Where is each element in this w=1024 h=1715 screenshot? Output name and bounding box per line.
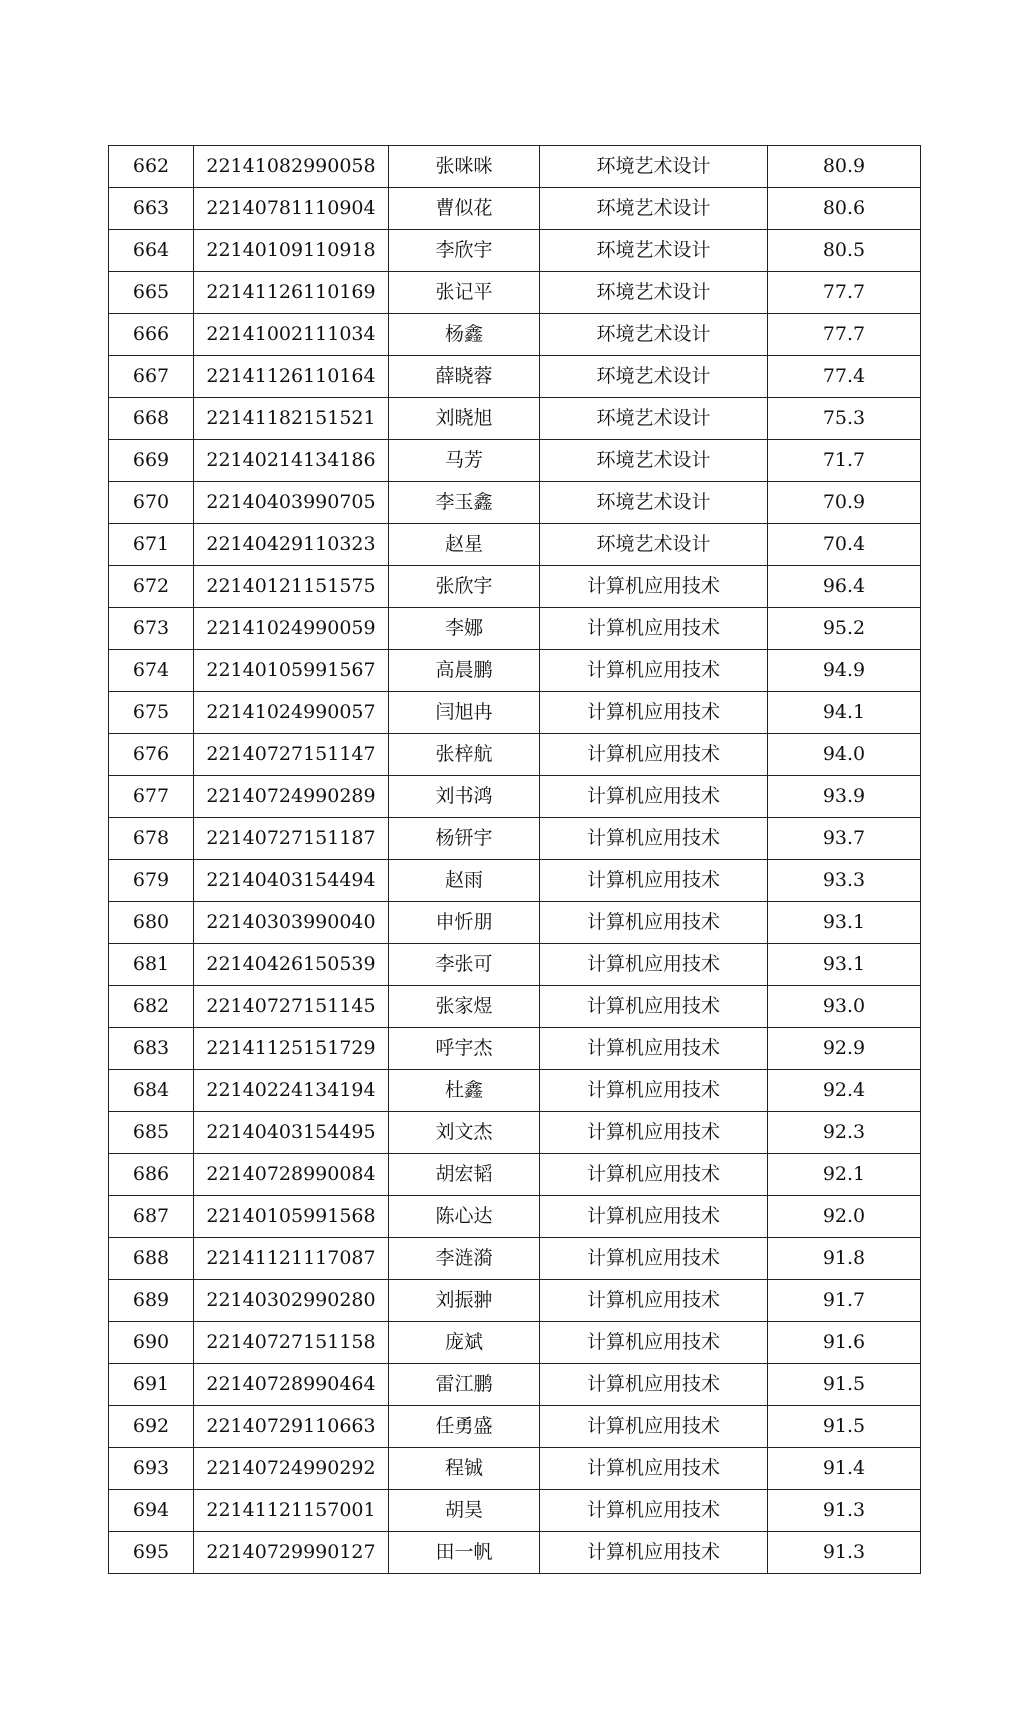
cell-name: 高晨鹏 [389, 650, 540, 692]
cell-score: 77.4 [768, 356, 921, 398]
cell-score: 92.0 [768, 1196, 921, 1238]
cell-rank: 678 [109, 818, 194, 860]
cell-candidate-id: 22140426150539 [194, 944, 389, 986]
cell-name: 张记平 [389, 272, 540, 314]
cell-score: 95.2 [768, 608, 921, 650]
cell-candidate-id: 22140403154495 [194, 1112, 389, 1154]
cell-score: 70.4 [768, 524, 921, 566]
cell-score: 77.7 [768, 272, 921, 314]
table-row [109, 1112, 921, 1154]
cell-major: 计算机应用技术 [540, 1070, 768, 1112]
cell-score: 93.1 [768, 944, 921, 986]
cell-rank: 675 [109, 692, 194, 734]
cell-major: 环境艺术设计 [540, 230, 768, 272]
cell-candidate-id: 22140429110323 [194, 524, 389, 566]
cell-major: 计算机应用技术 [540, 986, 768, 1028]
cell-candidate-id: 22140224134194 [194, 1070, 389, 1112]
cell-candidate-id: 22140728990084 [194, 1154, 389, 1196]
cell-candidate-id: 22141126110169 [194, 272, 389, 314]
cell-candidate-id: 22141125151729 [194, 1028, 389, 1070]
table-row [109, 524, 921, 566]
cell-rank: 695 [109, 1532, 194, 1574]
cell-score: 94.1 [768, 692, 921, 734]
cell-major: 计算机应用技术 [540, 1448, 768, 1490]
cell-major: 环境艺术设计 [540, 524, 768, 566]
cell-candidate-id: 22141126110164 [194, 356, 389, 398]
cell-rank: 690 [109, 1322, 194, 1364]
cell-candidate-id: 22140727151147 [194, 734, 389, 776]
cell-candidate-id: 22140403990705 [194, 482, 389, 524]
cell-score: 91.5 [768, 1406, 921, 1448]
table-row [109, 818, 921, 860]
table-row [109, 1154, 921, 1196]
cell-rank: 693 [109, 1448, 194, 1490]
cell-major: 计算机应用技术 [540, 902, 768, 944]
table-row [109, 1364, 921, 1406]
cell-name: 李涟漪 [389, 1238, 540, 1280]
cell-candidate-id: 22141024990059 [194, 608, 389, 650]
cell-major: 计算机应用技术 [540, 1322, 768, 1364]
table-row [109, 776, 921, 818]
cell-rank: 681 [109, 944, 194, 986]
table-row [109, 1406, 921, 1448]
table-row [109, 1490, 921, 1532]
cell-score: 93.1 [768, 902, 921, 944]
cell-major: 计算机应用技术 [540, 944, 768, 986]
cell-candidate-id: 22141082990058 [194, 146, 389, 188]
cell-candidate-id: 22140109110918 [194, 230, 389, 272]
table-row [109, 608, 921, 650]
cell-major: 计算机应用技术 [540, 860, 768, 902]
cell-name: 刘晓旭 [389, 398, 540, 440]
table-row [109, 1532, 921, 1574]
cell-score: 93.7 [768, 818, 921, 860]
cell-major: 计算机应用技术 [540, 1364, 768, 1406]
cell-name: 李娜 [389, 608, 540, 650]
cell-rank: 686 [109, 1154, 194, 1196]
cell-score: 70.9 [768, 482, 921, 524]
cell-name: 张咪咪 [389, 146, 540, 188]
cell-major: 计算机应用技术 [540, 1238, 768, 1280]
cell-name: 李张可 [389, 944, 540, 986]
cell-major: 环境艺术设计 [540, 482, 768, 524]
score-table [108, 145, 921, 1574]
cell-candidate-id: 22140302990280 [194, 1280, 389, 1322]
cell-rank: 691 [109, 1364, 194, 1406]
table-row [109, 146, 921, 188]
cell-score: 71.7 [768, 440, 921, 482]
cell-candidate-id: 22141121157001 [194, 1490, 389, 1532]
cell-name: 呼宇杰 [389, 1028, 540, 1070]
cell-major: 环境艺术设计 [540, 440, 768, 482]
cell-major: 计算机应用技术 [540, 1490, 768, 1532]
cell-name: 薛晓蓉 [389, 356, 540, 398]
cell-score: 77.7 [768, 314, 921, 356]
cell-score: 93.9 [768, 776, 921, 818]
cell-name: 杨鑫 [389, 314, 540, 356]
cell-rank: 668 [109, 398, 194, 440]
table-row [109, 650, 921, 692]
cell-score: 80.9 [768, 146, 921, 188]
cell-rank: 684 [109, 1070, 194, 1112]
table-row [109, 944, 921, 986]
table-row [109, 1070, 921, 1112]
table-row [109, 902, 921, 944]
cell-rank: 694 [109, 1490, 194, 1532]
cell-rank: 665 [109, 272, 194, 314]
cell-name: 刘振翀 [389, 1280, 540, 1322]
cell-score: 91.7 [768, 1280, 921, 1322]
cell-rank: 674 [109, 650, 194, 692]
cell-name: 申忻朋 [389, 902, 540, 944]
cell-major: 环境艺术设计 [540, 398, 768, 440]
table-row [109, 566, 921, 608]
cell-rank: 662 [109, 146, 194, 188]
cell-name: 闫旭冉 [389, 692, 540, 734]
cell-rank: 688 [109, 1238, 194, 1280]
cell-major: 环境艺术设计 [540, 356, 768, 398]
cell-name: 胡宏韬 [389, 1154, 540, 1196]
cell-score: 92.4 [768, 1070, 921, 1112]
cell-name: 杜鑫 [389, 1070, 540, 1112]
cell-score: 91.8 [768, 1238, 921, 1280]
cell-rank: 687 [109, 1196, 194, 1238]
cell-candidate-id: 22141002111034 [194, 314, 389, 356]
cell-rank: 666 [109, 314, 194, 356]
cell-candidate-id: 22140105991567 [194, 650, 389, 692]
cell-major: 环境艺术设计 [540, 314, 768, 356]
cell-score: 91.3 [768, 1490, 921, 1532]
cell-rank: 682 [109, 986, 194, 1028]
table-row [109, 734, 921, 776]
cell-name: 张欣宇 [389, 566, 540, 608]
cell-major: 计算机应用技术 [540, 608, 768, 650]
cell-candidate-id: 22140724990292 [194, 1448, 389, 1490]
cell-score: 96.4 [768, 566, 921, 608]
cell-candidate-id: 22140727151145 [194, 986, 389, 1028]
table-row [109, 482, 921, 524]
cell-major: 计算机应用技术 [540, 1406, 768, 1448]
table-row [109, 440, 921, 482]
cell-score: 93.3 [768, 860, 921, 902]
cell-name: 赵星 [389, 524, 540, 566]
cell-candidate-id: 22140121151575 [194, 566, 389, 608]
table-row [109, 692, 921, 734]
cell-candidate-id: 22141024990057 [194, 692, 389, 734]
cell-score: 75.3 [768, 398, 921, 440]
cell-score: 94.9 [768, 650, 921, 692]
table-row [109, 1238, 921, 1280]
cell-major: 计算机应用技术 [540, 776, 768, 818]
cell-candidate-id: 22141121117087 [194, 1238, 389, 1280]
cell-rank: 669 [109, 440, 194, 482]
cell-rank: 685 [109, 1112, 194, 1154]
cell-name: 刘文杰 [389, 1112, 540, 1154]
cell-rank: 692 [109, 1406, 194, 1448]
cell-score: 93.0 [768, 986, 921, 1028]
cell-major: 计算机应用技术 [540, 818, 768, 860]
cell-name: 程铖 [389, 1448, 540, 1490]
cell-score: 80.5 [768, 230, 921, 272]
cell-rank: 671 [109, 524, 194, 566]
cell-score: 92.3 [768, 1112, 921, 1154]
cell-candidate-id: 22140724990289 [194, 776, 389, 818]
cell-major: 计算机应用技术 [540, 692, 768, 734]
cell-candidate-id: 22140729110663 [194, 1406, 389, 1448]
cell-name: 雷江鹏 [389, 1364, 540, 1406]
cell-name: 刘书鸿 [389, 776, 540, 818]
cell-candidate-id: 22140214134186 [194, 440, 389, 482]
table-row [109, 314, 921, 356]
cell-rank: 680 [109, 902, 194, 944]
cell-name: 胡昊 [389, 1490, 540, 1532]
cell-name: 曹似花 [389, 188, 540, 230]
cell-rank: 672 [109, 566, 194, 608]
cell-name: 任勇盛 [389, 1406, 540, 1448]
cell-major: 计算机应用技术 [540, 566, 768, 608]
cell-name: 李玉鑫 [389, 482, 540, 524]
cell-major: 计算机应用技术 [540, 734, 768, 776]
cell-name: 庞斌 [389, 1322, 540, 1364]
cell-rank: 676 [109, 734, 194, 776]
cell-candidate-id: 22140781110904 [194, 188, 389, 230]
cell-major: 计算机应用技术 [540, 650, 768, 692]
table-row [109, 986, 921, 1028]
cell-rank: 689 [109, 1280, 194, 1322]
table-row [109, 1322, 921, 1364]
cell-name: 赵雨 [389, 860, 540, 902]
table-row [109, 272, 921, 314]
cell-candidate-id: 22140403154494 [194, 860, 389, 902]
cell-score: 91.4 [768, 1448, 921, 1490]
cell-major: 环境艺术设计 [540, 188, 768, 230]
table-row [109, 356, 921, 398]
cell-candidate-id: 22140303990040 [194, 902, 389, 944]
cell-rank: 677 [109, 776, 194, 818]
cell-rank: 670 [109, 482, 194, 524]
cell-major: 计算机应用技术 [540, 1532, 768, 1574]
cell-name: 马芳 [389, 440, 540, 482]
cell-major: 计算机应用技术 [540, 1112, 768, 1154]
cell-name: 杨钘宇 [389, 818, 540, 860]
cell-score: 92.1 [768, 1154, 921, 1196]
table-row [109, 188, 921, 230]
cell-score: 92.9 [768, 1028, 921, 1070]
cell-score: 91.5 [768, 1364, 921, 1406]
cell-score: 91.6 [768, 1322, 921, 1364]
table-row [109, 230, 921, 272]
cell-name: 陈心达 [389, 1196, 540, 1238]
cell-major: 环境艺术设计 [540, 272, 768, 314]
cell-name: 张梓航 [389, 734, 540, 776]
cell-rank: 673 [109, 608, 194, 650]
cell-rank: 663 [109, 188, 194, 230]
cell-candidate-id: 22140727151158 [194, 1322, 389, 1364]
cell-major: 计算机应用技术 [540, 1280, 768, 1322]
cell-rank: 683 [109, 1028, 194, 1070]
cell-rank: 667 [109, 356, 194, 398]
cell-name: 张家煜 [389, 986, 540, 1028]
table-row [109, 1028, 921, 1070]
cell-score: 94.0 [768, 734, 921, 776]
cell-score: 80.6 [768, 188, 921, 230]
cell-candidate-id: 22140727151187 [194, 818, 389, 860]
table-row [109, 1280, 921, 1322]
cell-candidate-id: 22140728990464 [194, 1364, 389, 1406]
cell-candidate-id: 22141182151521 [194, 398, 389, 440]
table-row [109, 860, 921, 902]
table-body [109, 146, 921, 1574]
cell-name: 田一帆 [389, 1532, 540, 1574]
cell-score: 91.3 [768, 1532, 921, 1574]
cell-major: 计算机应用技术 [540, 1028, 768, 1070]
cell-major: 环境艺术设计 [540, 146, 768, 188]
cell-major: 计算机应用技术 [540, 1154, 768, 1196]
cell-candidate-id: 22140105991568 [194, 1196, 389, 1238]
table-row [109, 1448, 921, 1490]
table-row [109, 1196, 921, 1238]
table-row [109, 398, 921, 440]
cell-candidate-id: 22140729990127 [194, 1532, 389, 1574]
cell-rank: 664 [109, 230, 194, 272]
cell-name: 李欣宇 [389, 230, 540, 272]
cell-rank: 679 [109, 860, 194, 902]
cell-major: 计算机应用技术 [540, 1196, 768, 1238]
